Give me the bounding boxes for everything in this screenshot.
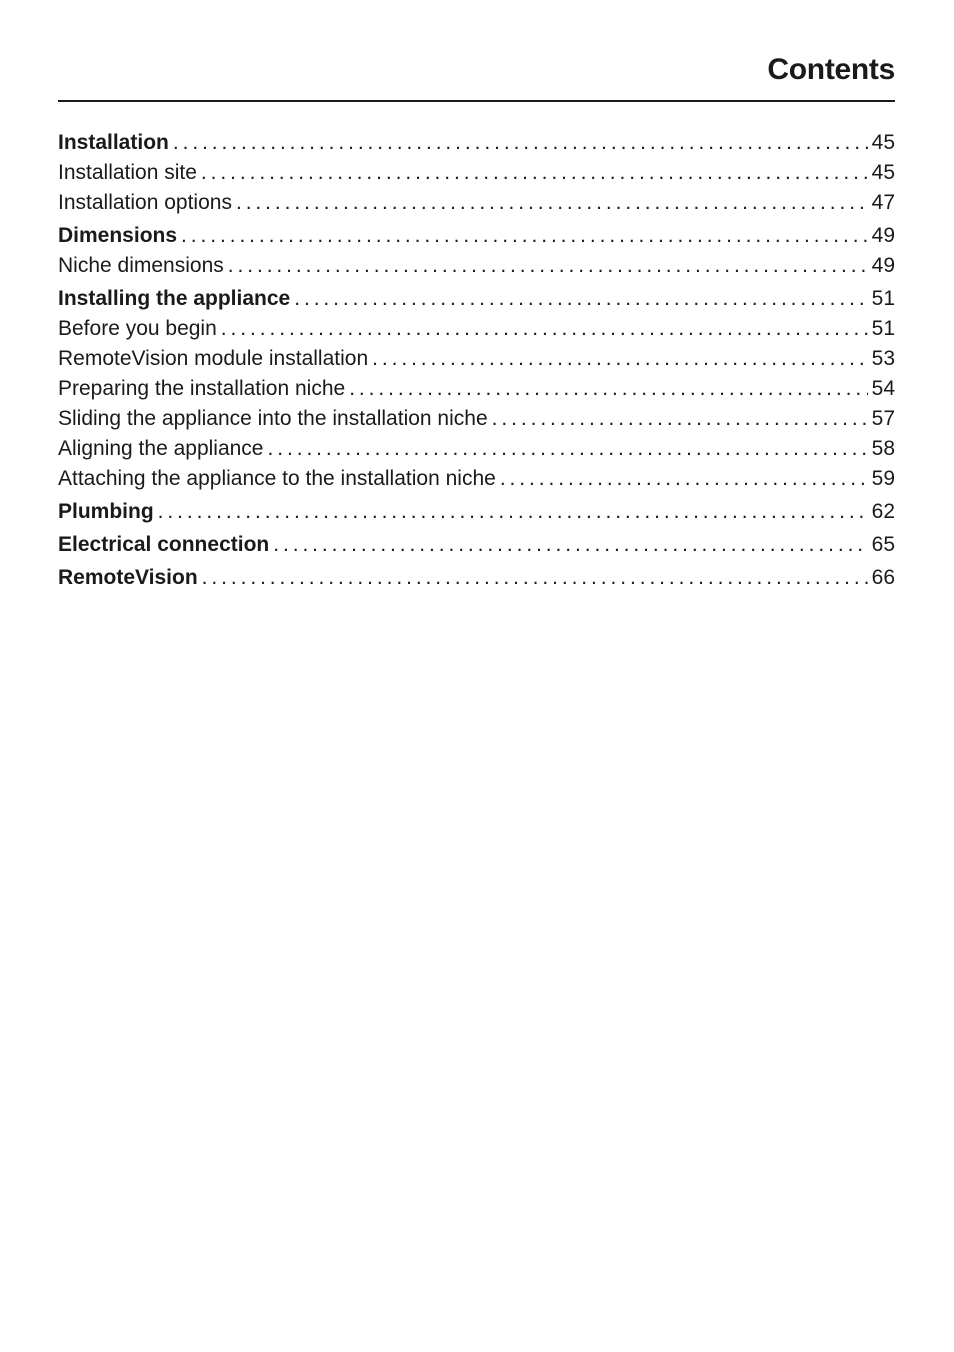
toc-leader-dots [236, 188, 868, 218]
toc-entry-dimensions[interactable] [58, 218, 895, 251]
toc-entry-page: 59 [871, 467, 895, 490]
toc-entry-label: Before you begin [58, 317, 217, 340]
toc-leader-dots [221, 314, 868, 344]
toc-entry-page: 53 [871, 347, 895, 370]
toc-entry-label: Attaching the appliance to the installation niche [58, 467, 496, 490]
toc-entry-label: Plumbing [58, 500, 154, 523]
toc-entry-page: 49 [871, 224, 895, 247]
toc-entry-electrical-connection[interactable] [58, 527, 895, 560]
title-divider [58, 100, 895, 102]
toc-entry-page: 51 [871, 317, 895, 340]
toc-leader-dots [268, 434, 868, 464]
toc-leader-dots [158, 494, 868, 530]
toc-entry-label: Installation site [58, 161, 197, 184]
toc-entry-attaching-the-appliance[interactable] [58, 464, 895, 494]
toc-entry-page: 47 [871, 191, 895, 214]
toc-entry-label: Sliding the appliance into the installation niche [58, 407, 488, 430]
toc-leader-dots [181, 218, 868, 254]
toc-entry-preparing-the-installation-niche[interactable] [58, 374, 895, 404]
toc-leader-dots [173, 128, 868, 158]
toc-entry-installation-options[interactable] [58, 188, 895, 218]
toc-entry-label: Installing the appliance [58, 287, 291, 310]
toc-leader-dots [202, 560, 868, 596]
page-title: Contents [767, 53, 895, 86]
toc-leader-dots [500, 464, 868, 494]
toc-leader-dots [294, 281, 867, 317]
toc-entry-installing-the-appliance[interactable] [58, 281, 895, 314]
toc-entry-page: 54 [871, 377, 895, 400]
toc-entry-label: RemoteVision module installation [58, 347, 369, 370]
toc-entry-installation-site[interactable] [58, 158, 895, 188]
toc-entry-label: Niche dimensions [58, 254, 224, 277]
toc-entry-plumbing[interactable] [58, 494, 895, 527]
toc-entry-remotevision-module-installation[interactable] [58, 344, 895, 374]
table-of-contents [58, 128, 895, 593]
toc-entry-sliding-the-appliance[interactable] [58, 404, 895, 434]
toc-entry-label: Preparing the installation niche [58, 377, 346, 400]
toc-leader-dots [273, 527, 867, 563]
toc-entry-page: 65 [871, 533, 895, 556]
toc-entry-page: 45 [871, 161, 895, 184]
toc-entry-page: 62 [871, 500, 895, 523]
toc-entry-label: Dimensions [58, 224, 178, 247]
toc-entry-label: Aligning the appliance [58, 437, 264, 460]
toc-entry-aligning-the-appliance[interactable] [58, 434, 895, 464]
toc-entry-page: 58 [871, 437, 895, 460]
toc-entry-label: Installation options [58, 191, 232, 214]
toc-entry-page: 49 [871, 254, 895, 277]
toc-entry-label: Electrical connection [58, 533, 270, 556]
toc-leader-dots [372, 344, 868, 374]
toc-entry-page: 45 [871, 131, 895, 154]
toc-entry-page: 51 [871, 287, 895, 310]
toc-leader-dots [228, 251, 868, 281]
toc-leader-dots [492, 404, 868, 434]
toc-leader-dots [349, 374, 867, 404]
toc-entry-before-you-begin[interactable] [58, 314, 895, 344]
toc-entry-page: 66 [871, 566, 895, 589]
toc-entry-niche-dimensions[interactable] [58, 251, 895, 281]
toc-leader-dots [201, 158, 868, 188]
toc-entry-label: RemoteVision [58, 566, 198, 589]
toc-entry-page: 57 [871, 407, 895, 430]
toc-entry-label: Installation [58, 131, 169, 154]
toc-entry-installation[interactable] [58, 128, 895, 158]
toc-entry-remotevision[interactable] [58, 560, 895, 593]
